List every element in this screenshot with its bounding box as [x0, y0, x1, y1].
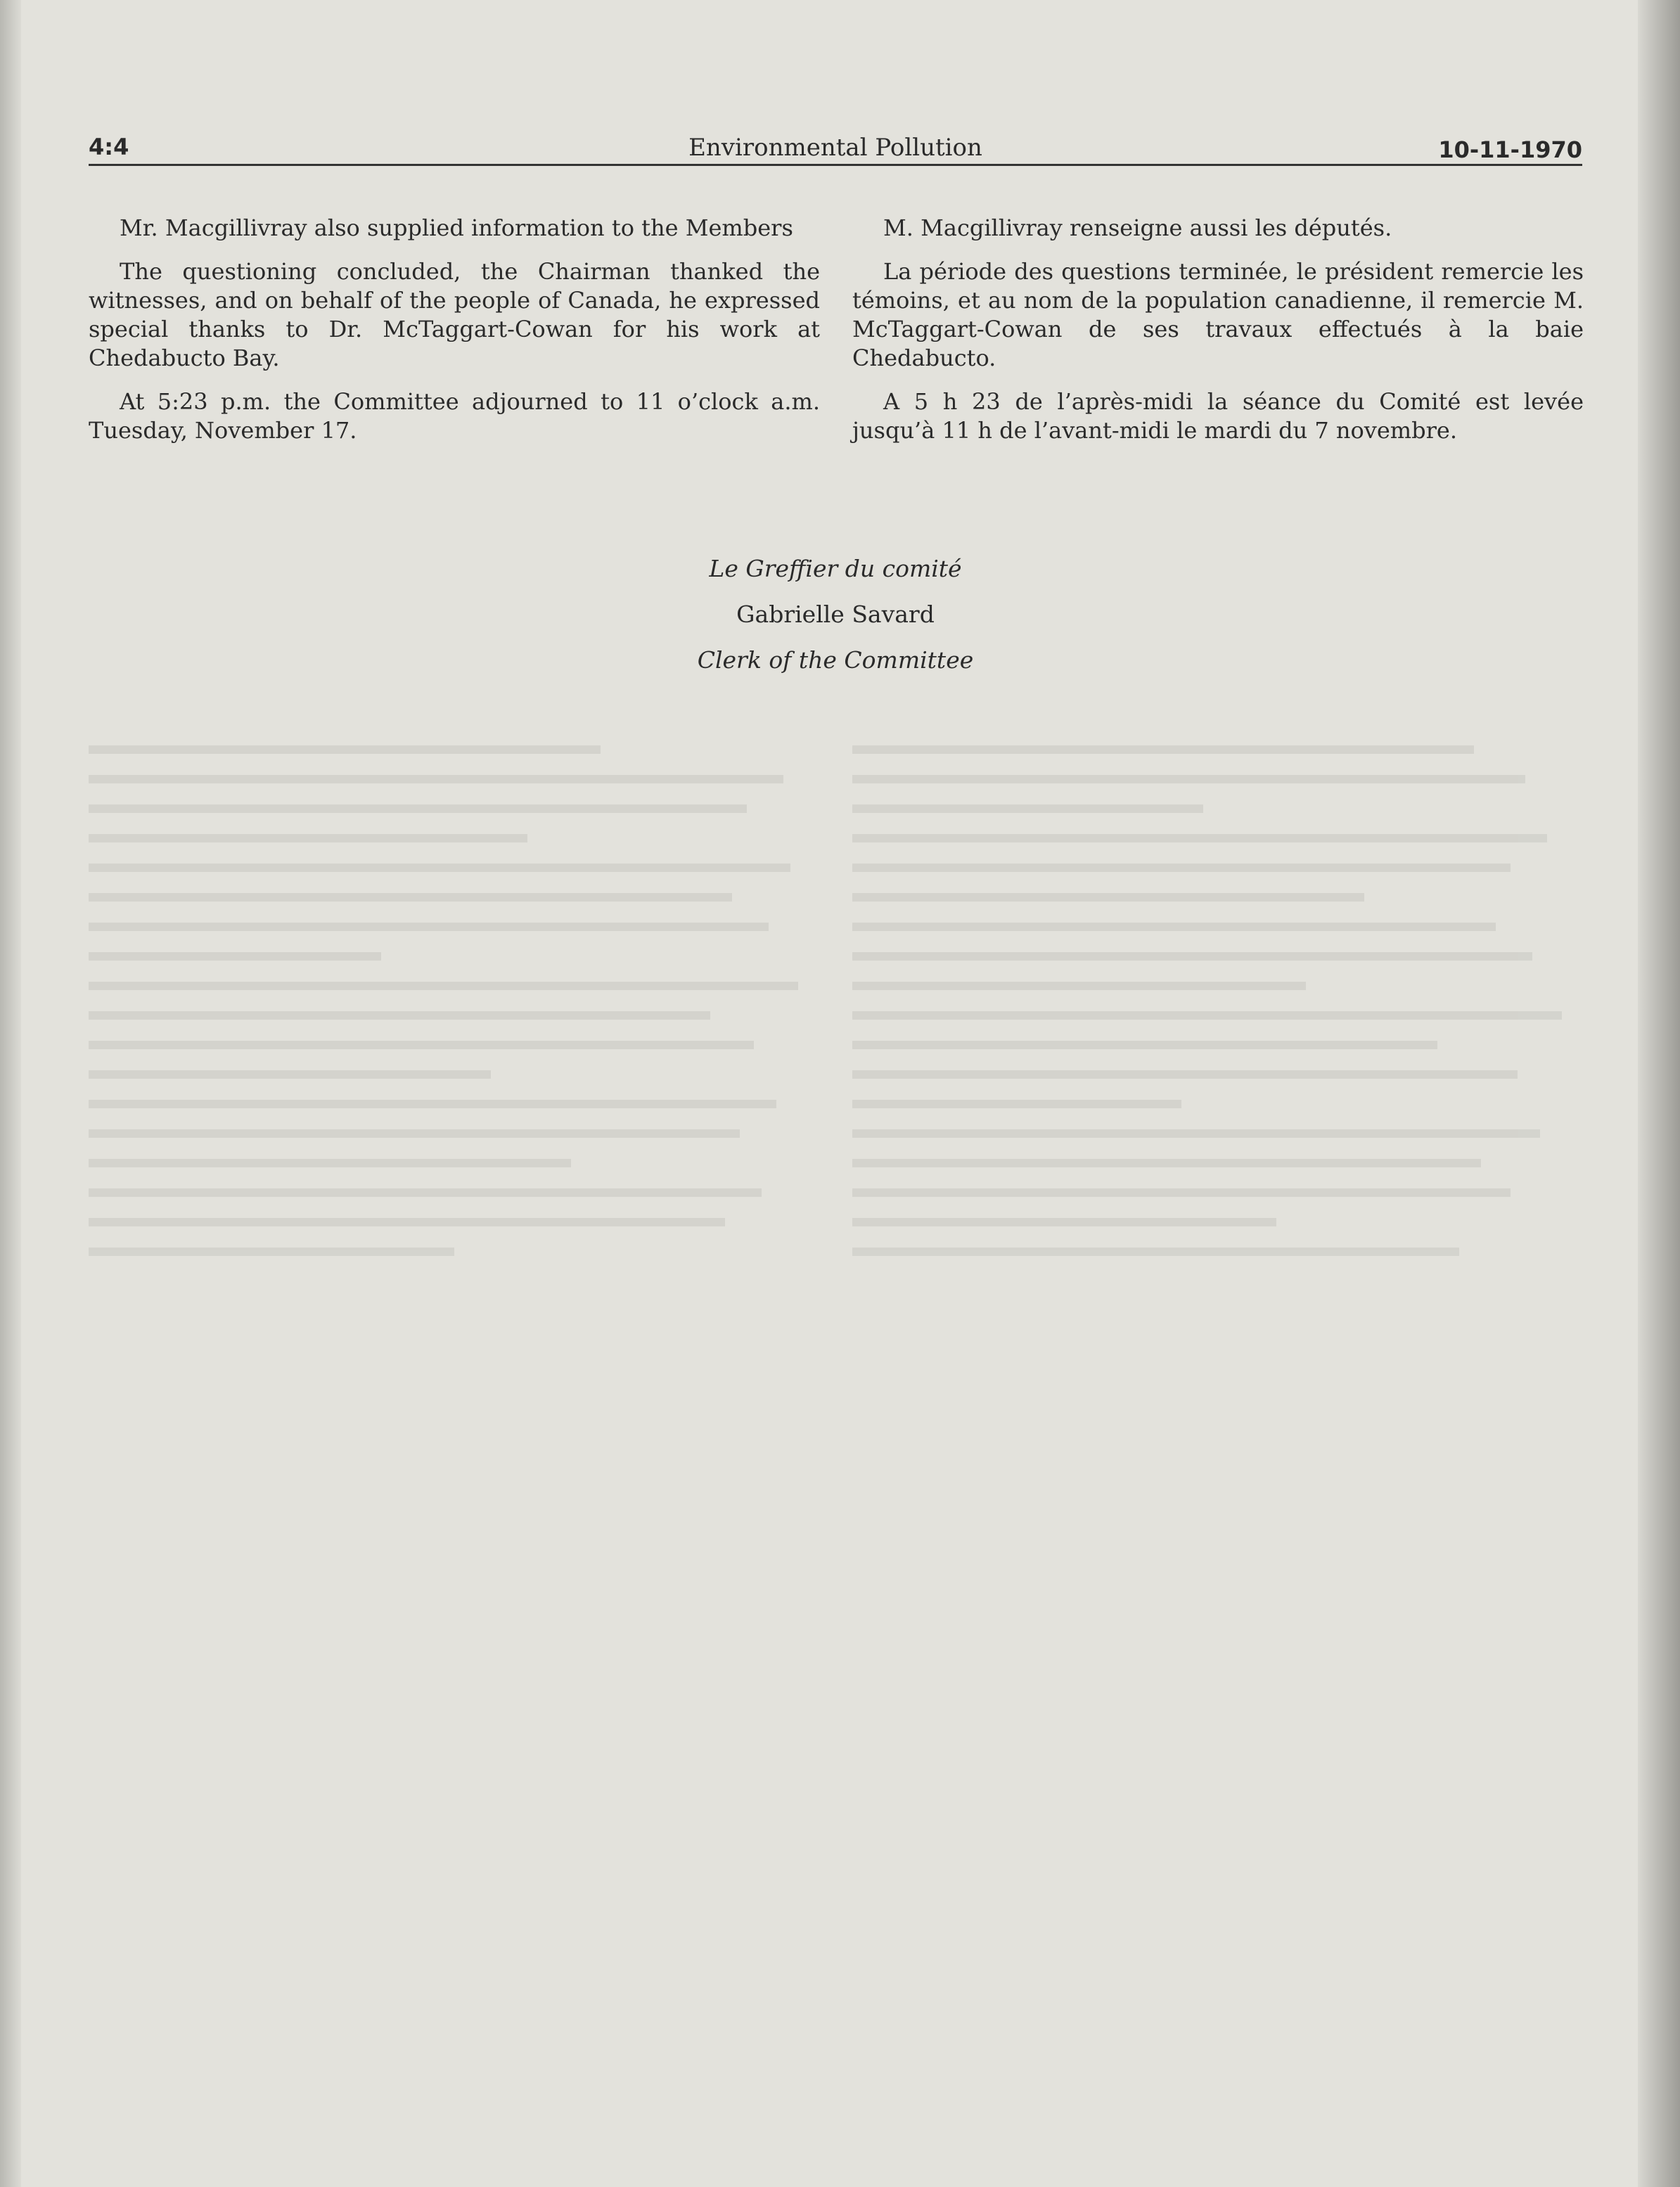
english-column: [89, 214, 820, 460]
page-number: 4:4: [89, 134, 129, 160]
english-paragraph: The questioning concluded, the Chairman thanked the witnesses, and on behalf of the people of Canada, he expressed special thanks to Dr. McTaggart-Cowan for his work at Chedabucto Bay.: [89, 258, 820, 371]
french-paragraph: A 5 h 23 de l’après-midi la séance du Comité est levée jusqu’à 11 h de l’avant-midi le mardi du 7 novembre.: [852, 388, 1584, 444]
french-paragraph: M. Macgillivray renseigne aussi les députés.: [883, 214, 1392, 241]
french-column: [852, 214, 1584, 460]
issue-date: 10-11-1970: [1438, 136, 1582, 163]
binding-shadow: [0, 0, 21, 2187]
clerk-title-french: Le Greffier du comité: [709, 555, 962, 582]
signature-block: [89, 546, 1582, 683]
show-through-text: [89, 745, 1582, 2053]
header-rule: [89, 164, 1582, 166]
running-head: [89, 129, 1582, 165]
clerk-name: Gabrielle Savard: [736, 601, 935, 628]
english-paragraph: At 5:23 p.m. the Committee adjourned to 11 o’clock a.m. Tuesday, November 17.: [89, 388, 820, 444]
clerk-title-english: Clerk of the Committee: [697, 646, 974, 674]
french-paragraph: La période des questions terminée, le président remercie les témoins, et au nom de la population canadienne, il remercie M. McTaggart-Cowan de ses travaux effectués à la baie Chedabucto.: [852, 258, 1584, 371]
page-edge-shadow: [1638, 0, 1680, 2187]
english-paragraph: Mr. Macgillivray also supplied information to the Members: [120, 214, 793, 241]
journal-title: Environmental Pollution: [688, 134, 982, 162]
